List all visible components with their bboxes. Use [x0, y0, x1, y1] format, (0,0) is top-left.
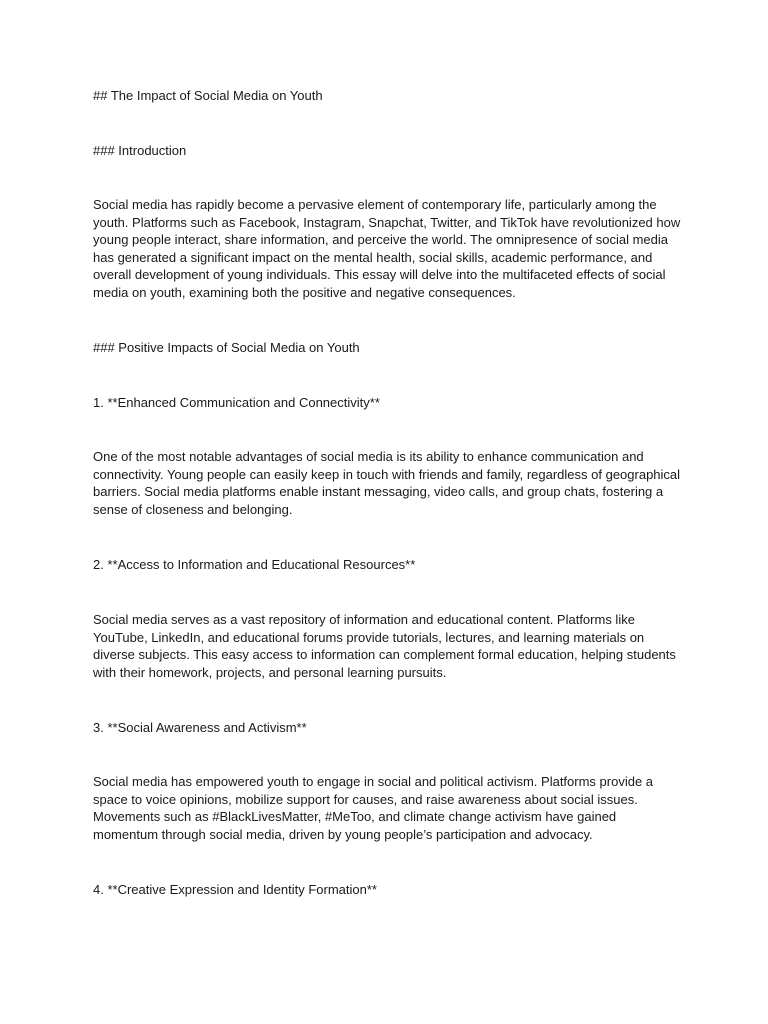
item-2-paragraph: Social media serves as a vast repository of information and educational content. Platforms like YouTube, LinkedIn, and educational forums provide tutorials, lectures, and learning materials on diverse subjects. This easy access to information can complement formal education, helping students with their homework, projects, and personal learning pursuits. [93, 612, 676, 680]
item-3-paragraph: Social media has empowered youth to engage in social and political activism. Platforms provide a space to voice opinions, mobilize support for causes, and raise awareness about social issues. Movements such as #BlackLivesMatter, #MeToo, and climate change activism have gained momentum through social media, driven by young people’s participation and advocacy. [93, 774, 654, 842]
document-title: ## The Impact of Social Media on Youth [93, 88, 323, 103]
item-2-heading: 2. **Access to Information and Educational Resources** [93, 557, 416, 572]
item-3-heading: 3. **Social Awareness and Activism** [93, 720, 307, 735]
item-4-heading: 4. **Creative Expression and Identity Formation** [93, 882, 377, 897]
positive-impacts-heading: ### Positive Impacts of Social Media on Youth [93, 340, 360, 355]
item-1-heading: 1. **Enhanced Communication and Connectivity** [93, 395, 380, 410]
introduction-paragraph: Social media has rapidly become a pervasive element of contemporary life, particularly among the youth. Platforms such as Facebook, Instagram, Snapchat, Twitter, and TikTok have revolutionized how young people interact, share information, and perceive the world. The omnipresence of social media has generated a significant impact on the mental health, social skills, academic performance, and overall development of young individuals. This essay will delve into the multifaceted effects of social media on youth, examining both the positive and negative consequences. [93, 197, 681, 300]
introduction-heading: ### Introduction [93, 143, 187, 158]
item-1-paragraph: One of the most notable advantages of social media is its ability to enhance communication and connectivity. Young people can easily keep in touch with friends and family, regardless of geographical barriers. Social media platforms enable instant messaging, video calls, and group chats, fostering a sense of closeness and belonging. [93, 449, 681, 517]
